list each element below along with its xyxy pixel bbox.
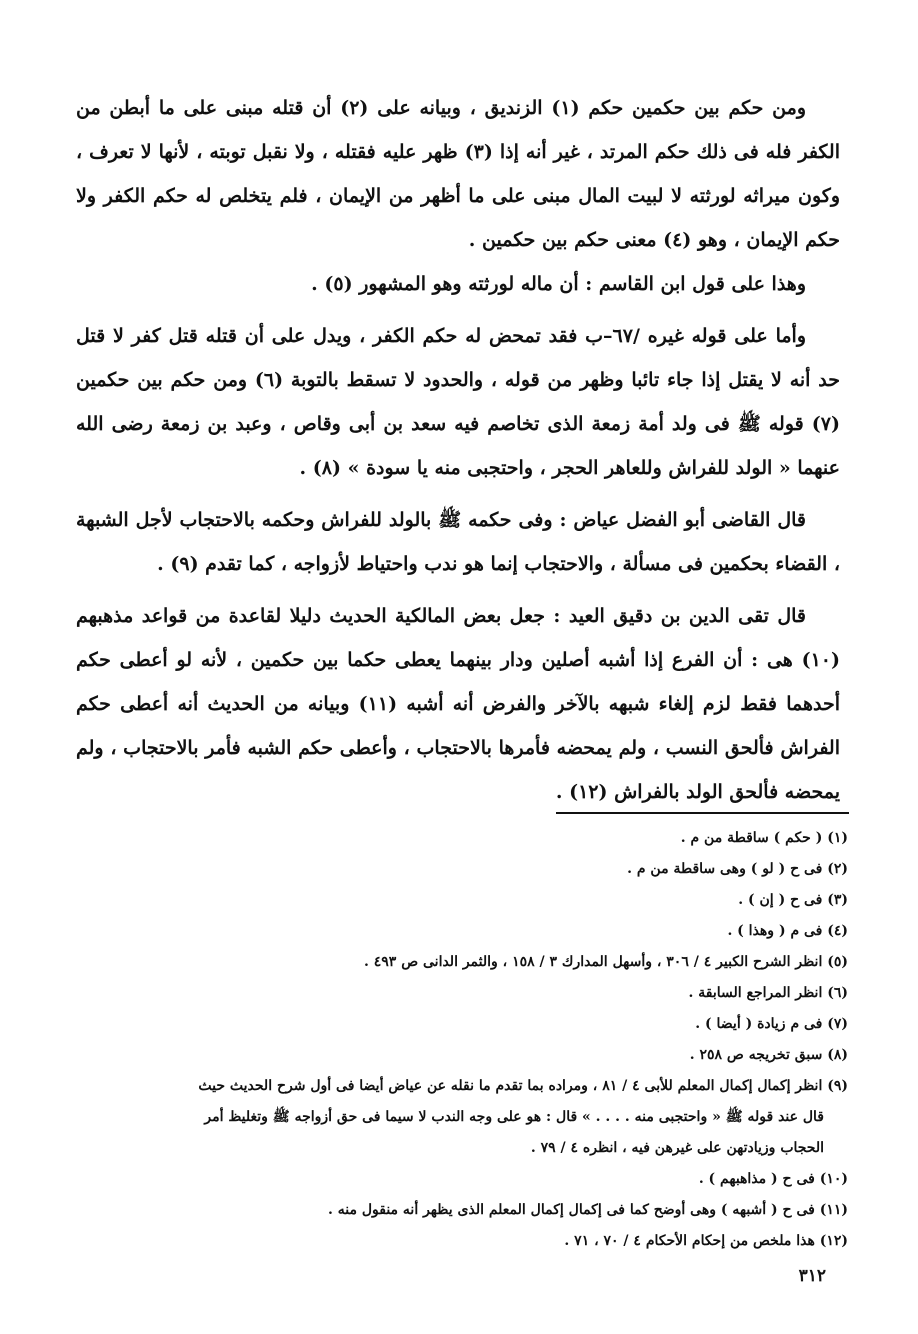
footnote: (٧) فى م زيادة ( أيضا ) . [695,1016,848,1032]
footnote-continuation: الحجاب وزيادتهن على غيرهن فيه ، انظره ٤ / ٧٩ . [530,1140,824,1156]
footnote: (١١) فى ح ( أشبهه ) وهى أوضح كما فى إكمال إكمال المعلم الذى يظهر أنه منقول منه . [327,1202,848,1218]
page-number: ٣١٢ [798,1266,826,1286]
paragraph: قال تقى الدين بن دقيق العيد : جعل بعض المالكية الحديث دليلا لقاعدة من قواعد مذهبهم (١٠) هى : أن الفرع إذا أشبه أصلين ودار بينهما يعطى حكما بين حكمين ، لأنه لو أعطى حكم أحدهما فقط لزم إلغاء شبهه بالآخر والفرض أنه أشبه (١١) وبيانه من الحديث أنه أعطى حكم الفراش فألحق النسب ، ولم يمحضه فأمرها بالاحتجاب ، وأعطى حكم الشبه فأمر بالاحتجاب ، ولم يمحضه فألحق الولد بالفراش (١٢) . [76,605,840,803]
paragraph: وأما على قوله غيره /٦٧–ب فقد تمحض له حكم الكفر ، ويدل على أن قتله قتل كفر لا قتل حد أنه لا يقتل إذا جاء تائبا وظهر من قوله ، والحدود لا تسقط بالتوبة (٦) ومن حكم بين حكمين (٧) قوله ﷺ فى ولد أمة زمعة الذى تخاصم فيه سعد بن أبى وقاص ، وعبد بن زمعة رضى الله عنهما « الولد للفراش وللعاهر الحجر ، واحتجبى منه يا سودة » (٨) . [76,325,840,479]
footnote: (١٠) فى ح ( مذاهبهم ) . [698,1171,848,1187]
footnote: (٤) فى م ( وهذا ) . [727,923,848,939]
footnote: (١٢) هذا ملخص من إحكام الأحكام ٤ / ٧٠ ، ٧١ . [564,1233,848,1249]
paragraph: قال القاضى أبو الفضل عياض : وفى حكمه ﷺ بالولد للفراش وحكمه بالاحتجاب لأجل الشبهة ، القضاء بحكمين فى مسألة ، والاحتجاب إنما هو ندب واحتياط لأزواجه ، كما تقدم (٩) . [76,509,840,575]
footnote: (٦) انظر المراجع السابقة . [688,985,848,1001]
footnote: (٨) سبق تخريجه ص ٢٥٨ . [689,1047,848,1063]
footnotes [60,823,848,1257]
paragraph: ومن حكم بين حكمين حكم (١) الزنديق ، وبيانه على (٢) أن قتله مبنى على ما أبطن من الكفر فله فى ذلك حكم المرتد ، غير أنه إذا (٣) ظهر عليه فقتله ، ولا نقبل توبته ، لأنها لا تعرف ، وكون ميراثه لورثته لا لبيت المال مبنى على ما أظهر من الإيمان ، فلم يتخلص له حكم الكفر ولا حكم الإيمان ، وهو (٤) معنى حكم بين حكمين . [76,97,840,251]
footnote-continuation: قال عند قوله ﷺ « واحتجبى منه . . . . » قال : هو على وجه الندب لا سيما فى حق أزواجه ﷺ وتغليظ أمر [204,1109,824,1125]
footnote: (٣) فى ح ( إن ) . [738,892,848,908]
footnote: (٢) فى ح ( لو ) وهى ساقطة من م . [627,861,848,877]
footnote: (٥) انظر الشرح الكبير ٤ / ٣٠٦ ، وأسهل المدارك ٣ / ١٥٨ ، والثمر الدانى ص ٤٩٣ . [364,954,848,970]
footnote: (١) ( حكم ) ساقطة من م . [680,830,848,846]
footnote-separator [556,812,849,814]
paragraph: وهذا على قول ابن القاسم : أن ماله لورثته وهو المشهور (٥) . [311,273,806,295]
footnote: (٩) انظر إكمال إكمال المعلم للأبى ٤ / ٨١ ، ومراده بما تقدم ما نقله عن عياض أيضا فى أول شرح الحديث حيث [198,1078,848,1094]
main-text [76,86,840,814]
